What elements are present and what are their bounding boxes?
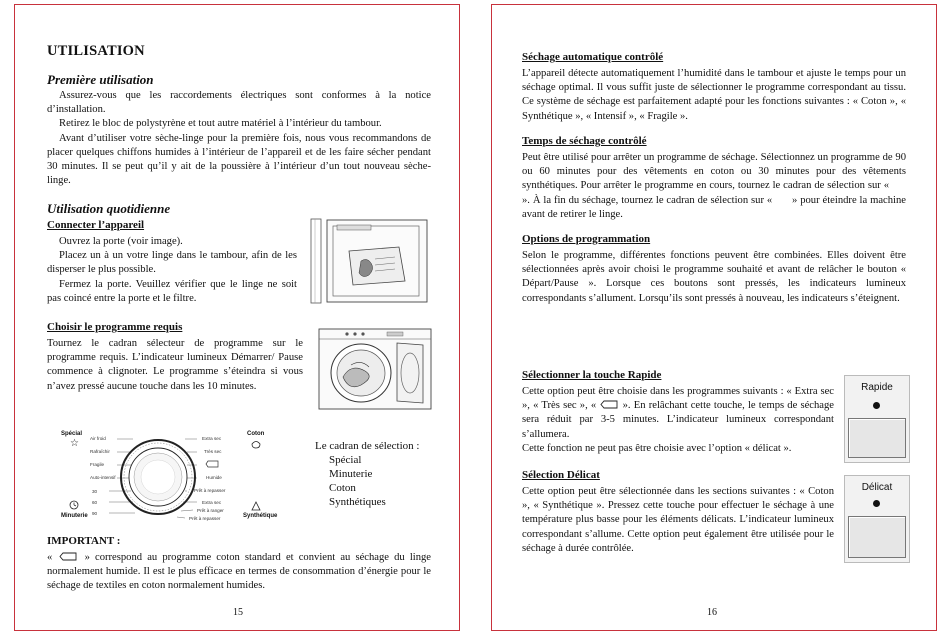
timed-drying-text-3: » pour éteindre la machine avant de retirer le linge. xyxy=(522,194,906,220)
cotton-program-icon xyxy=(59,552,77,561)
rapide-text-2: ». En relâchant cette touche, le temps de séchage sera réduit par 3-5 minutes. L’indicateur lumineux correspondant s’allumera. xyxy=(522,400,835,440)
auto-drying-text: L’appareil détecte automatiquement l’humidité dans le tambour et ajuste le temps pour un séchage optimal. Il vous suffit juste de sélectionner le programme correspondant au tissu. Ce système de séchage est parfaitement adapté pour les fonctions suivantes : « Coton », « Synthétique », « Intensif », « Fragile ». xyxy=(522,68,906,122)
options-text: Selon le programme, différentes fonctions peuvent être combinées. Elles doivent être sélectionnées après avoir choisi le programme souhaité et avant de relâcher le bouton « Départ/Pause ». Lorsque ces boutons sont pressés, les indicateurs lumineux correspondants s’allument. Lorsqu’ils sont pressés à nouveau, les indicateurs s’éteignent. xyxy=(522,250,906,304)
page-number: 16 xyxy=(707,607,717,618)
paragraph: Ouvrez la porte (voir image). xyxy=(59,236,183,247)
rapide-button[interactable] xyxy=(848,418,906,458)
star-icon: ☆ xyxy=(70,438,79,449)
left-page xyxy=(14,4,460,631)
rapide-button-panel xyxy=(844,375,910,463)
dial-program-label: Rafraîchir xyxy=(90,449,110,454)
dial-legend-item: Synthétiques xyxy=(329,496,386,508)
dial-minuterie-label: Minuterie xyxy=(61,513,88,519)
rapide-heading: Sélectionner la touche Rapide xyxy=(522,369,662,381)
page-title: UTILISATION xyxy=(47,43,145,59)
choose-program-heading: Choisir le programme requis xyxy=(47,321,183,333)
dial-coton-label: Coton xyxy=(247,431,265,437)
page-number: 15 xyxy=(233,607,243,618)
program-dial-knob[interactable] xyxy=(47,425,293,527)
timed-drying-text xyxy=(522,151,906,222)
dial-program-label: Auto-intensif xyxy=(90,475,116,480)
right-page xyxy=(491,4,937,631)
dial-program-label: Prêt à ranger xyxy=(197,508,224,513)
dial-program-label: Air froid xyxy=(90,436,106,441)
dial-legend-title: Le cadran de sélection : xyxy=(315,440,420,452)
delicat-heading: Sélection Délicat xyxy=(522,469,600,481)
delicat-indicator-light xyxy=(873,500,880,507)
dial-legend xyxy=(315,439,439,509)
rapide-text-3: Cette fonction ne peut pas être choisie avec l’option « délicat ». xyxy=(522,442,792,454)
dryer-door-illustration xyxy=(309,217,433,305)
dial-program-label: Fragile xyxy=(90,462,105,467)
options-heading: Options de programmation xyxy=(522,233,651,245)
first-use-heading: Première utilisation xyxy=(47,72,154,87)
important-heading: IMPORTANT : xyxy=(47,535,121,547)
dial-legend-item: Coton xyxy=(329,482,356,494)
delicat-button-label: Délicat xyxy=(861,482,893,493)
dial-program-label: Extra sec xyxy=(202,500,222,505)
timed-drying-text-2: ». À la fin du séchage, tournez le cadran de sélection sur « xyxy=(522,194,773,206)
timer-value: 90 xyxy=(92,511,98,516)
paragraph: Retirez le bloc de polystyrène et tout autre matériel à l’intérieur du tambour. xyxy=(59,118,382,130)
daily-use-heading: Utilisation quotidienne xyxy=(47,201,171,216)
paragraph: Placez un à un votre linge dans le tambour, afin de les disperser le plus possible. xyxy=(47,250,297,276)
important-body: » correspond au programme coton standard et convient au séchage du linge normalement humide. Il est le plus efficace en termes de consommation d’énergie pour le séchage de textiles en coton normalement humides. xyxy=(47,552,431,592)
timer-value: 30 xyxy=(92,489,98,494)
dial-program-label: Prêt à repasser xyxy=(194,488,226,493)
dryer-drum-illustration xyxy=(317,327,433,411)
dial-program-label: Prêt à repasser xyxy=(189,516,221,521)
rapide-indicator-light xyxy=(873,402,880,409)
dial-program-label: Humide xyxy=(206,475,222,480)
dial-legend-item: Minuterie xyxy=(329,468,373,480)
dial-legend-item: Spécial xyxy=(329,454,362,466)
dial-special-label: Spécial xyxy=(61,431,83,437)
quote-open: « xyxy=(47,552,53,563)
first-use-text xyxy=(47,89,431,188)
timed-drying-heading: Temps de séchage contrôlé xyxy=(522,135,647,147)
connect-heading: Connecter l’appareil xyxy=(47,219,145,231)
cotton-program-icon xyxy=(600,400,618,409)
delicat-text: Cette option peut être sélectionnée dans les sections suivantes : « Coton », « Synthétique ». Pressez cette touche pour effectuer le séchage à une température plus basse pour les éléments délicats. L’indicateur lumineux correspondant s’allume. Cette option peut également être utilisée pour le séchage à durée contrôlée. xyxy=(522,486,834,554)
timer-value: 60 xyxy=(92,500,98,505)
choose-program-text: Tournez le cadran sélecteur de programme sur le programme requis. L’indicateur lumineux Démarrer/ Pause commence à clignoter. Le programme s’éteindra si vous n’avez pressé aucune touche dans les 10 minutes. xyxy=(47,338,303,392)
rapide-text-1: Cette option peut être choisie dans les programmes suivants : « Extra sec », « Très sec », « xyxy=(522,386,834,412)
timed-drying-text-1: Peut être utilisé pour arrêter un programme de séchage. Sélectionnez un programme de 90 ou 60 minutes pour des vêtements en coton ou 30 minutes pour des vêtements synthétiques. Pour arrêter le programme en cours, tournez le cadran de sélection sur « xyxy=(522,152,906,192)
rapide-button-label: Rapide xyxy=(861,382,893,393)
delicat-button[interactable] xyxy=(848,516,906,558)
paragraph: Avant d’utiliser votre sèche-linge pour la première fois, nous vous recommandons de placer quelques chiffons humides à l’intérieur de l’appareil et de les faire sécher pendant 30 minutes. Il se peut qu’il y ait de la poussière à l’intérieur d’un tout nouveau sèche-linge. xyxy=(47,132,431,187)
program-dial-panel xyxy=(47,425,293,527)
connect-text xyxy=(47,235,297,306)
rapide-text xyxy=(522,385,834,456)
paragraph: Assurez-vous que les raccordements électriques sont conformes à la notice d’installation. xyxy=(47,90,431,116)
delicat-button-panel xyxy=(844,475,910,563)
auto-drying-heading: Séchage automatique contrôlé xyxy=(522,51,664,63)
important-text xyxy=(47,551,431,594)
dial-synthetique-label: Synthétique xyxy=(243,513,278,519)
paragraph: Fermez la porte. Veuillez vérifier que le linge ne soit pas coincé entre la porte et le filtre. xyxy=(47,278,297,304)
dial-program-label: Extra sec xyxy=(202,436,222,441)
dial-program-label: Très sec xyxy=(204,449,222,454)
